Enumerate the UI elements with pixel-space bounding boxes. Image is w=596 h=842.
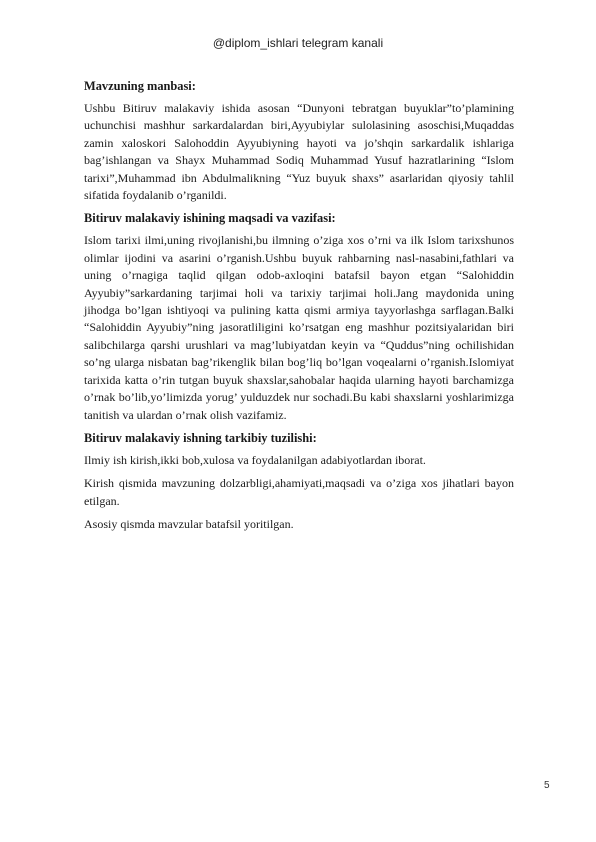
paragraph-source: Ushbu Bitiruv malakaviy ishida asosan “Dunyoni tebratgan buyuklar”to’plamining uchunchisi mashhur sarkardalardan biri,Ayyubiylar sulolasining asoschisi,Muqaddas zamin xaloskori Salohoddin Ayyubiyning hayoti va jo’shqin sarkardalik ishlariga bag’ishlangan va Shayx Muhammad Sodiq Muhammad Yusuf hazratlarining “Islom tarixi”,Muhammad ibn Abdulmalikning “Yuz buyuk shaxs” asarlaridan qiyosiy tahlil sifatida foydalanib o’rganildi. — [84, 101, 514, 203]
document-body — [84, 78, 514, 540]
page-number: 5 — [544, 780, 550, 791]
paragraph-structure-1: Ilmiy ish kirish,ikki bob,xulosa va foydalanilgan adabiyotlardan iborat. — [84, 452, 426, 467]
paragraph-structure-2: Kirish qismida mavzuning dolzarbligi,ahamiyati,maqsadi va o’ziga xos jihatlari bayon etilgan. — [84, 476, 514, 508]
paragraph-goal: Islom tarixi ilmi,uning rivojlanishi,bu ilmning o’ziga xos o’rni va ilk Islom tarixshunos olimlar ijodini va asarini o’rganish.Ushbu buyuk rahbarning nasl-nasabini,fathlari va uning o’rnagiga taqlid qilgan odob-axloqini batafsil bayon etgan “Salohiddin Ayyubiy”sarkardaning tarjimai holi va tarixiy tarjimai holi.Jang maydonida uning jihodga bo’lgan ishtiyoqi va pulining katta qismi armiya tayyorlashga sarflagan.Balki “Salohiddin Ayyubiy”ning jasoratliligini ko’rsatgan eng mashhur pozitsiyalaridan biri salibchilarga qarshi urushlari va mag’lubiyatdan keyin va “Quddus”ning ochilishidan so’ng ularga nisbatan bag’rikenglik bilan bog’liq bo’lgan voqealarni o’rganish.Islomiyat tarixida katta o’rin tutgan buyuk shaxslar,sahobalar haqida ularning hayoti barchamizga o’rnak bo’lib,yo’limizda yorug’ yulduzdek nur sochadi.Bu kabi shaxslarni yoshlarimizga tanitish va ulardan o’rnak olish vazifamiz. — [84, 233, 514, 422]
section-heading-source: Mavzuning manbasi: — [84, 79, 196, 93]
section-heading-goal: Bitiruv malakaviy ishining maqsadi va vazifasi: — [84, 211, 336, 226]
section-heading-structure: Bitiruv malakaviy ishning tarkibiy tuzilishi: — [84, 430, 317, 445]
paragraph-structure-3: Asosiy qismda mavzular batafsil yoritilgan. — [84, 517, 294, 532]
watermark-top: ​ — [346, 160, 394, 209]
page-header: @diplom_ishlari telegram kanali — [212, 36, 384, 50]
